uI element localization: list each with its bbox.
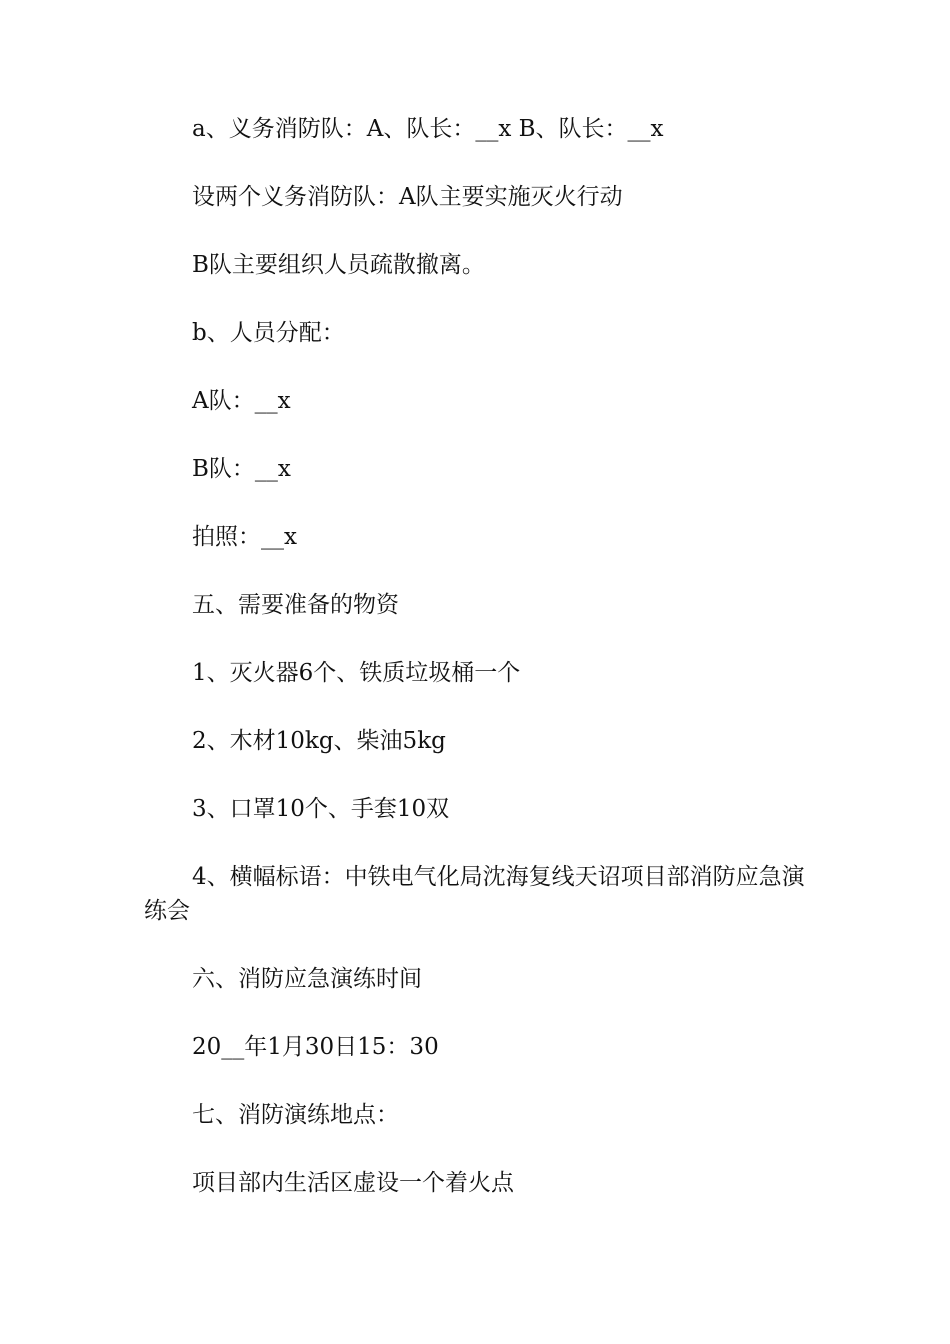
list-item-materials-3: 3、口罩10个、手套10双 xyxy=(192,796,450,822)
heading-drill-location: 七、消防演练地点： xyxy=(192,1102,399,1128)
list-item-materials-1: 1、灭火器6个、铁质垃圾桶一个 xyxy=(192,660,521,686)
document-body xyxy=(144,112,808,1234)
paragraph-drill-location: 项目部内生活区虚设一个着火点 xyxy=(192,1170,514,1196)
paragraph-team-b: B队：__x xyxy=(192,456,291,482)
paragraph-volunteer-fire-team: a、义务消防队：A、队长：__x B、队长：__x xyxy=(192,116,664,142)
list-item-materials-4: 4、横幅标语：中铁电气化局沈海复线天诏项目部消防应急演练会 xyxy=(144,864,805,924)
heading-drill-time: 六、消防应急演练时间 xyxy=(192,966,422,992)
paragraph-drill-date: 20__年1月30日15：30 xyxy=(192,1034,439,1060)
heading-materials: 五、需要准备的物资 xyxy=(192,592,399,618)
paragraph-photographer: 拍照：__x xyxy=(192,524,297,550)
paragraph-staff-allocation: b、人员分配： xyxy=(192,320,345,346)
paragraph-team-b-duty: B队主要组织人员疏散撤离。 xyxy=(192,252,485,278)
paragraph-team-a: A队：__x xyxy=(192,388,291,414)
list-item-materials-2: 2、木材10kg、柴油5kg xyxy=(192,728,446,754)
paragraph-two-teams: 设两个义务消防队：A队主要实施灭火行动 xyxy=(192,184,623,210)
